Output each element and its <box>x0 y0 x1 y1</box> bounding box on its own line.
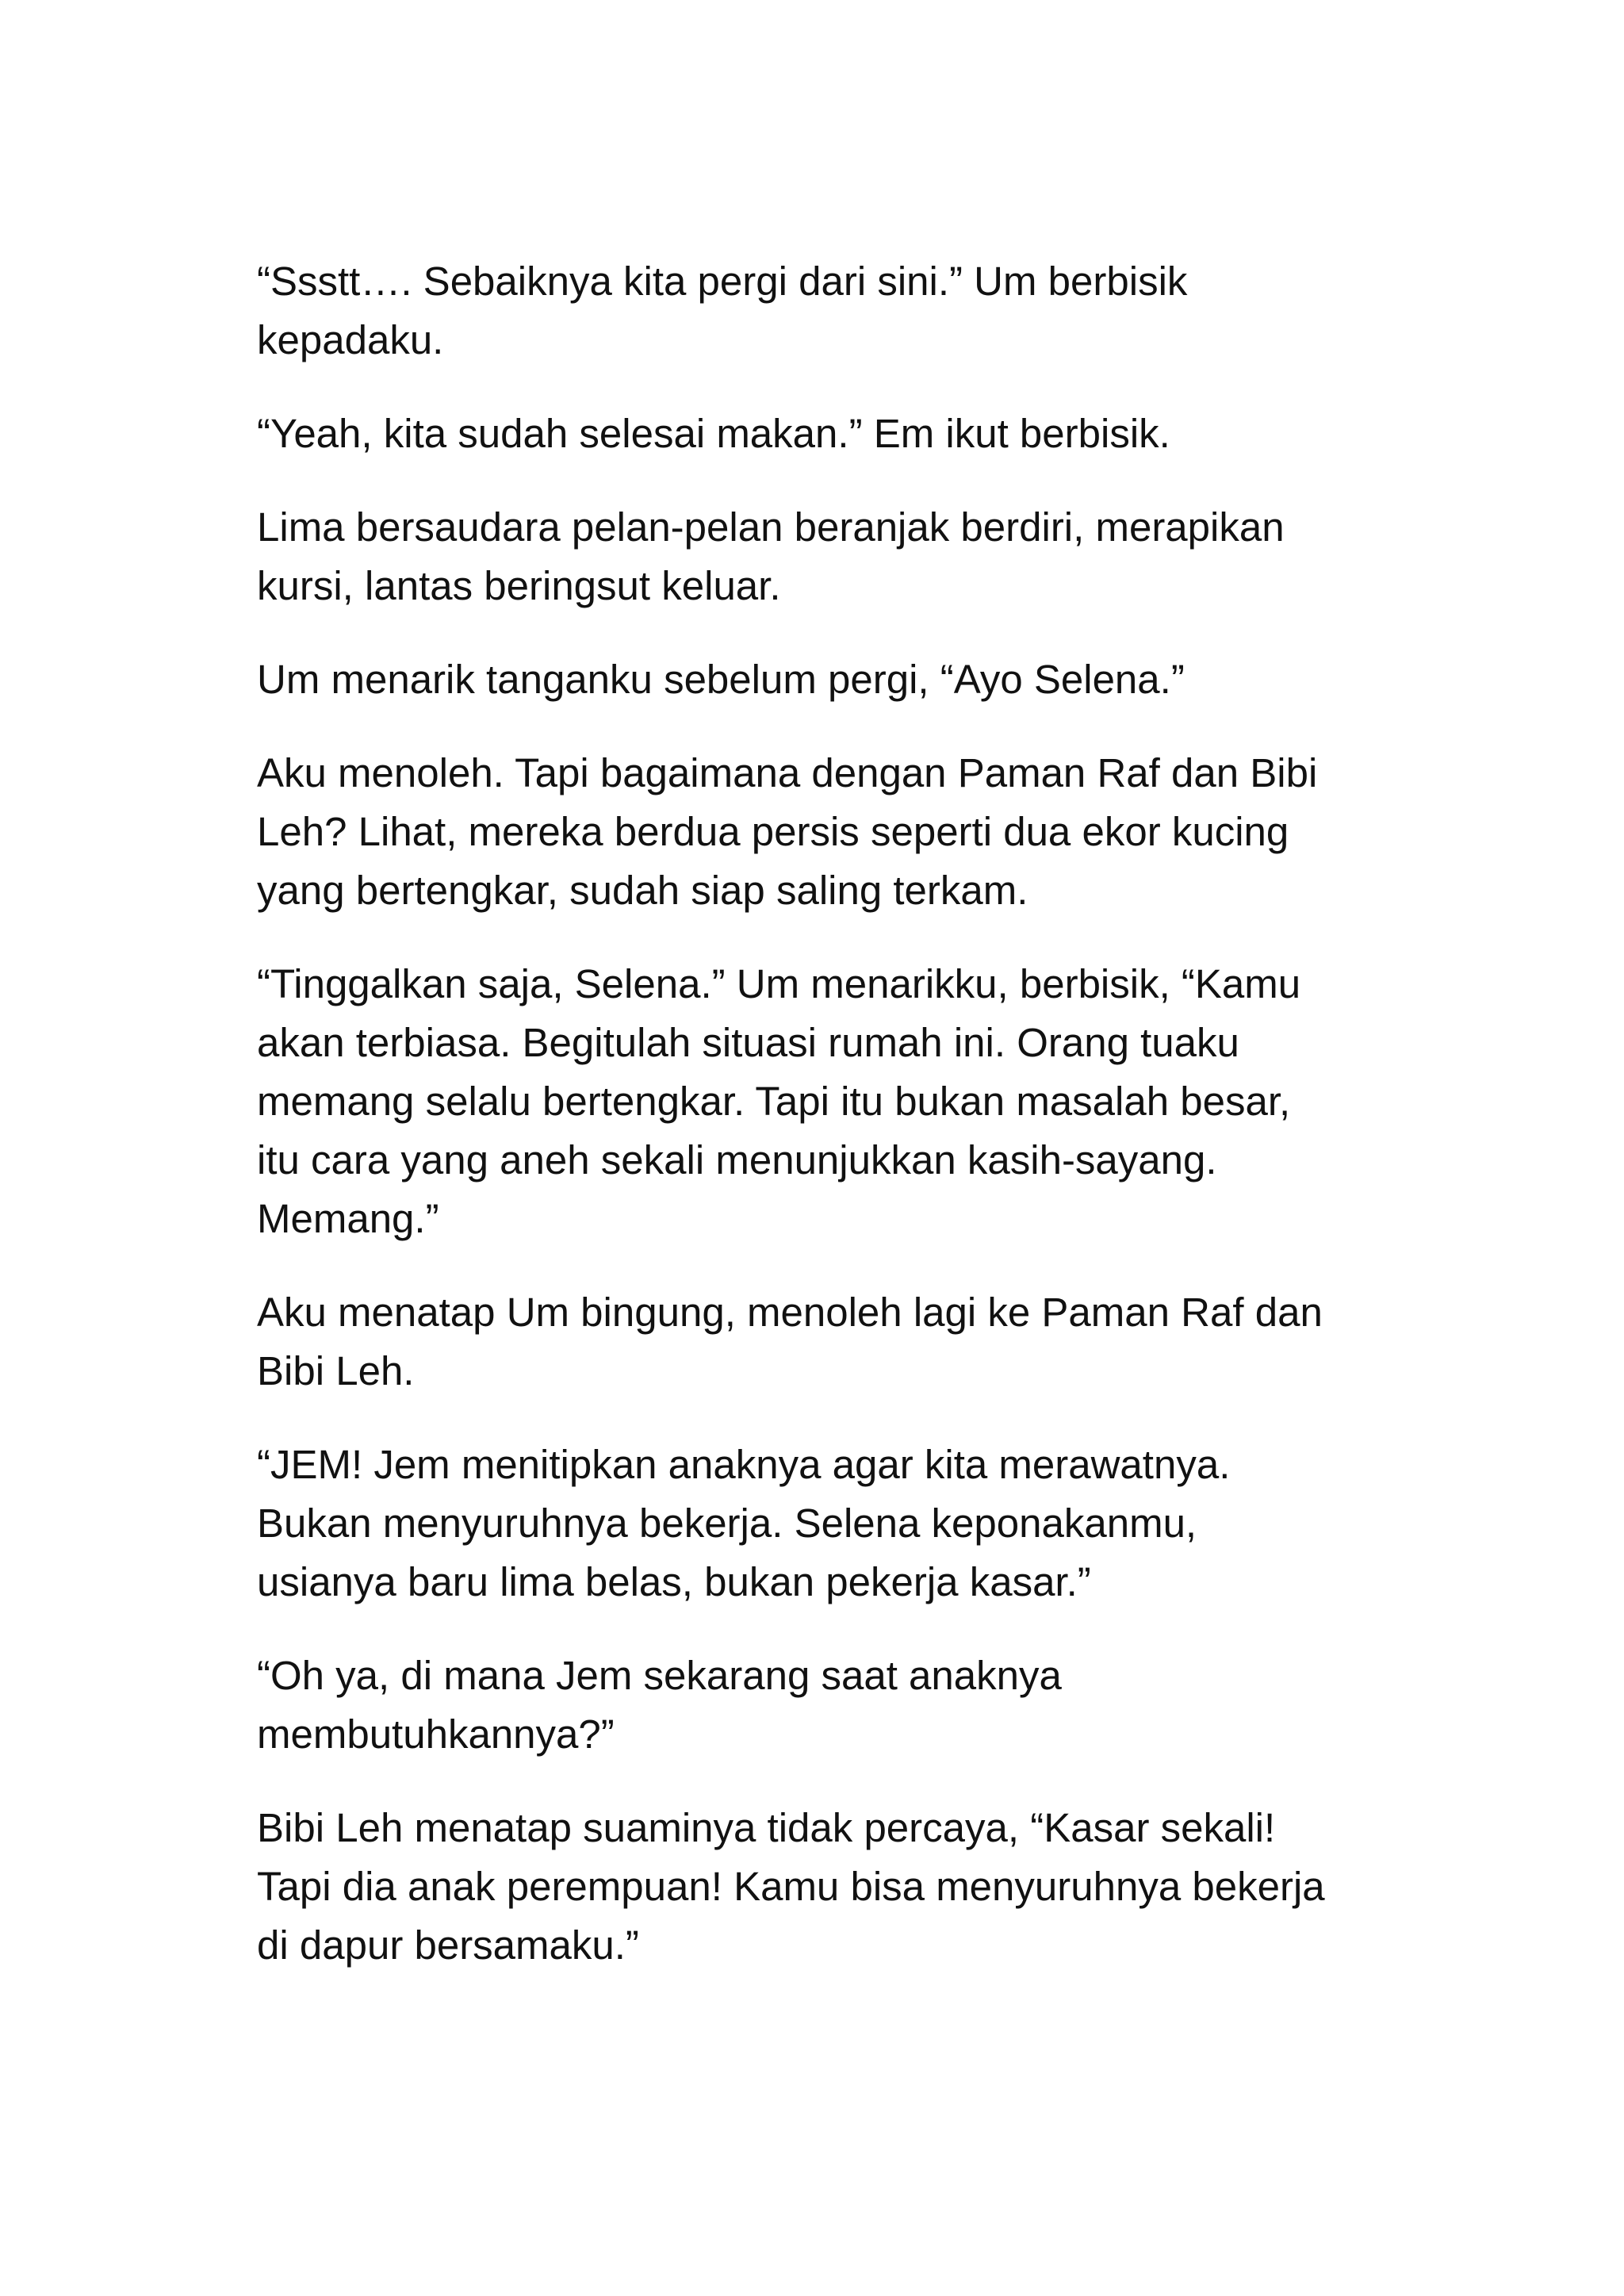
paragraph: “Tinggalkan saja, Selena.” Um menarikku, berbisik, “Kamu akan terbiasa. Begitulah situasi rumah ini. Orang tuaku memang selalu bertengkar. Tapi itu bukan masalah besar, itu cara yang aneh sekali menunjukkan kasih-sayang. Memang.” <box>257 961 1301 1241</box>
paragraph: Bibi Leh menatap suaminya tidak percaya, “Kasar sekali! Tapi dia anak perempuan! Kamu bisa menyuruhnya bekerja di dapur bersamaku.” <box>257 1805 1325 1968</box>
paragraph: Aku menoleh. Tapi bagaimana dengan Paman Raf dan Bibi Leh? Lihat, mereka berdua persis seperti dua ekor kucing yang bertengkar, sudah siap saling terkam. <box>257 750 1318 913</box>
paragraph: Aku menatap Um bingung, menoleh lagi ke Paman Raf dan Bibi Leh. <box>257 1290 1323 1393</box>
paragraph: Lima bersaudara pelan-pelan beranjak berdiri, merapikan kursi, lantas beringsut keluar. <box>257 504 1285 608</box>
paragraph: “Oh ya, di mana Jem sekarang saat anaknya membutuhkannya?” <box>257 1653 1062 1757</box>
paragraph: Um menarik tanganku sebelum pergi, “Ayo Selena.” <box>257 657 1185 702</box>
story-text <box>257 252 1399 2010</box>
paragraph: “Yeah, kita sudah selesai makan.” Em ikut berbisik. <box>257 411 1170 456</box>
paragraph: “Ssstt…. Sebaiknya kita pergi dari sini.” Um berbisik kepadaku. <box>257 259 1188 362</box>
paragraph: “JEM! Jem menitipkan anaknya agar kita merawatnya. Bukan menyuruhnya bekerja. Selena keponakanmu, usianya baru lima belas, bukan pekerja kasar.” <box>257 1442 1231 1604</box>
